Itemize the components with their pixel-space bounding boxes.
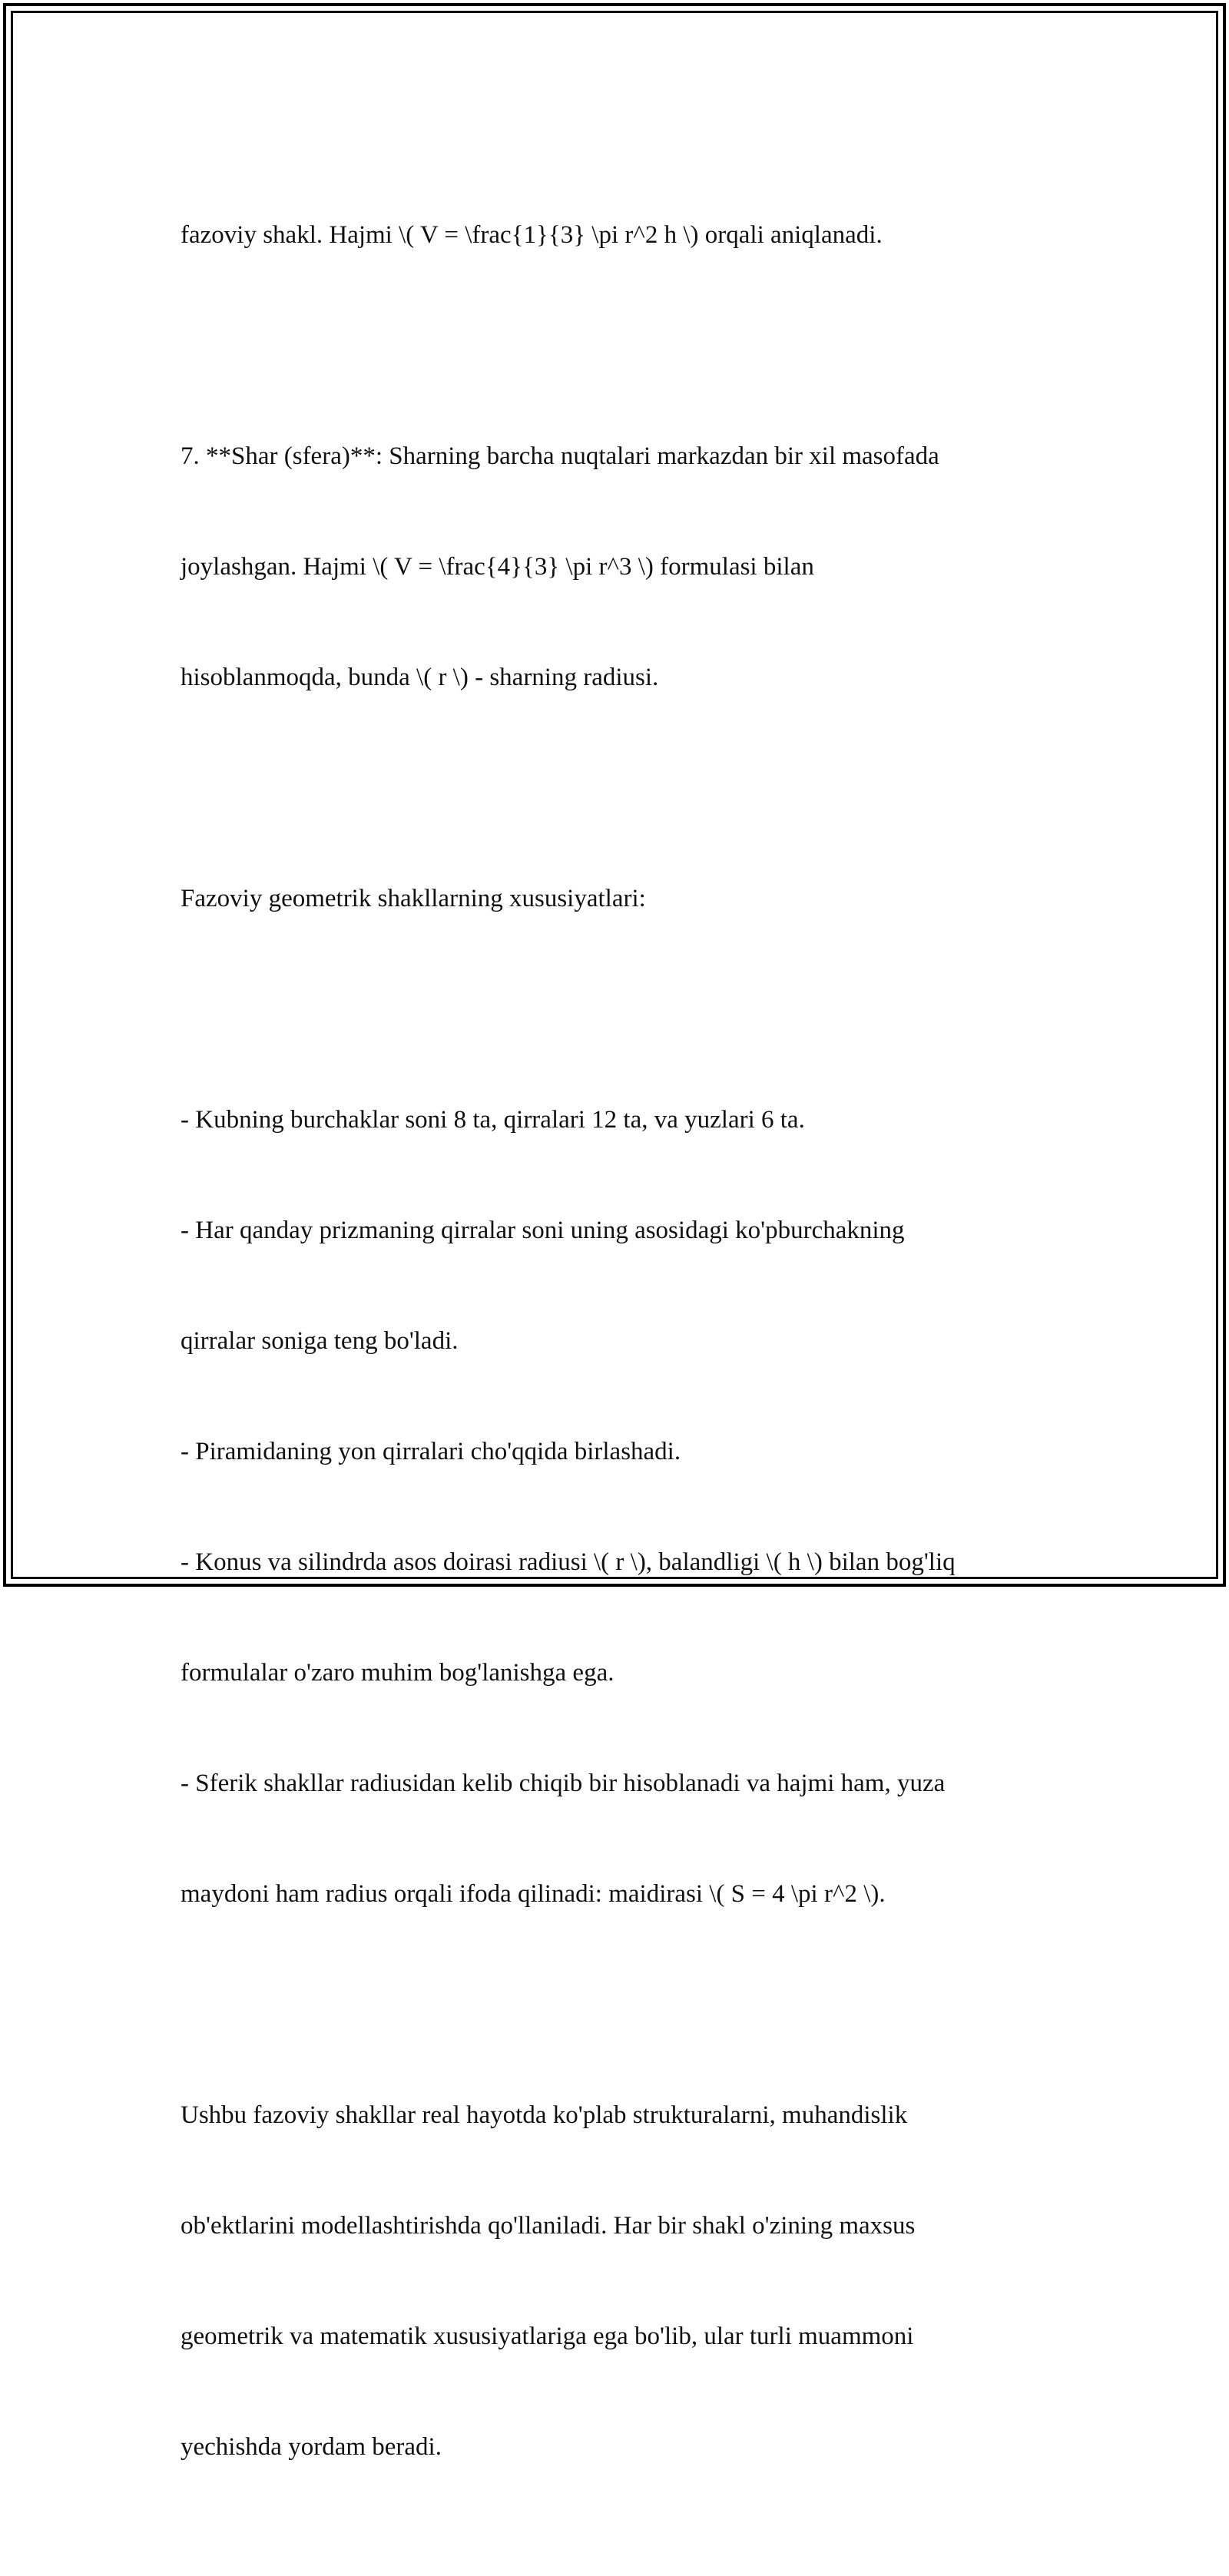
list-item: - Sferik shakllar radiusidan kelib chiqib bir hisoblanadi va hajmi ham, yuza (181, 1770, 946, 1797)
list-item: - Kubning burchaklar soni 8 ta, qirralari 12 ta, va yuzlari 6 ta. (181, 1106, 805, 1134)
paragraph-properties-list (181, 1028, 1056, 1986)
text-line: hisoblanmoqda, bunda \( r \) - sharning radiusi. (181, 664, 659, 691)
text-line: ob'ektlarini modellashtirishda qo'llaniladi. Har bir shakl o'zining maxsus (181, 2212, 916, 2240)
paragraph-cone-volume (181, 143, 1056, 327)
list-item: - Piramidaning yon qirralari cho'qqida birlashadi. (181, 1438, 681, 1465)
text-line: Ushbu fazoviy shakllar real hayotda ko'plab strukturalarni, muhandislik (181, 2101, 908, 2129)
paragraph-conclusion (181, 2023, 1056, 2539)
list-item: - Har qanday prizmaning qirralar soni uning asosidagi ko'pburchakning (181, 1217, 905, 1244)
text-line: yechishda yordam beradi. (181, 2433, 442, 2461)
list-item: maydoni ham radius orqali ifoda qilinadi: maidirasi \( S = 4 \pi r^2 \). (181, 1880, 886, 1908)
paragraph-sphere (181, 364, 1056, 770)
text-line: 7. **Shar (sfera)**: Sharning barcha nuqtalari markazdan bir xil masofada (181, 442, 939, 470)
document-body (181, 143, 1056, 2576)
list-item: formulalar o'zaro muhim bog'lanishga ega. (181, 1659, 614, 1687)
text-line: Fazoviy geometrik shakllarning xususiyatlari: (181, 885, 646, 912)
text-line: geometrik va matematik xususiyatlariga ega bo'lib, ular turli muammoni (181, 2323, 914, 2350)
text-line: joylashgan. Hajmi \( V = \frac{4}{3} \pi r^3 \) formulasi bilan (181, 553, 814, 581)
paragraph-heading-properties (181, 806, 1056, 991)
list-item: - Konus va silindrda asos doirasi radiusi \( r \), balandligi \( h \) bilan bog'liq (181, 1548, 956, 1576)
list-item: qirralar soniga teng bo'ladi. (181, 1327, 459, 1355)
text-line: fazoviy shakl. Hajmi \( V = \frac{1}{3} \pi r^2 h \) orqali aniqlanadi. (181, 221, 883, 249)
